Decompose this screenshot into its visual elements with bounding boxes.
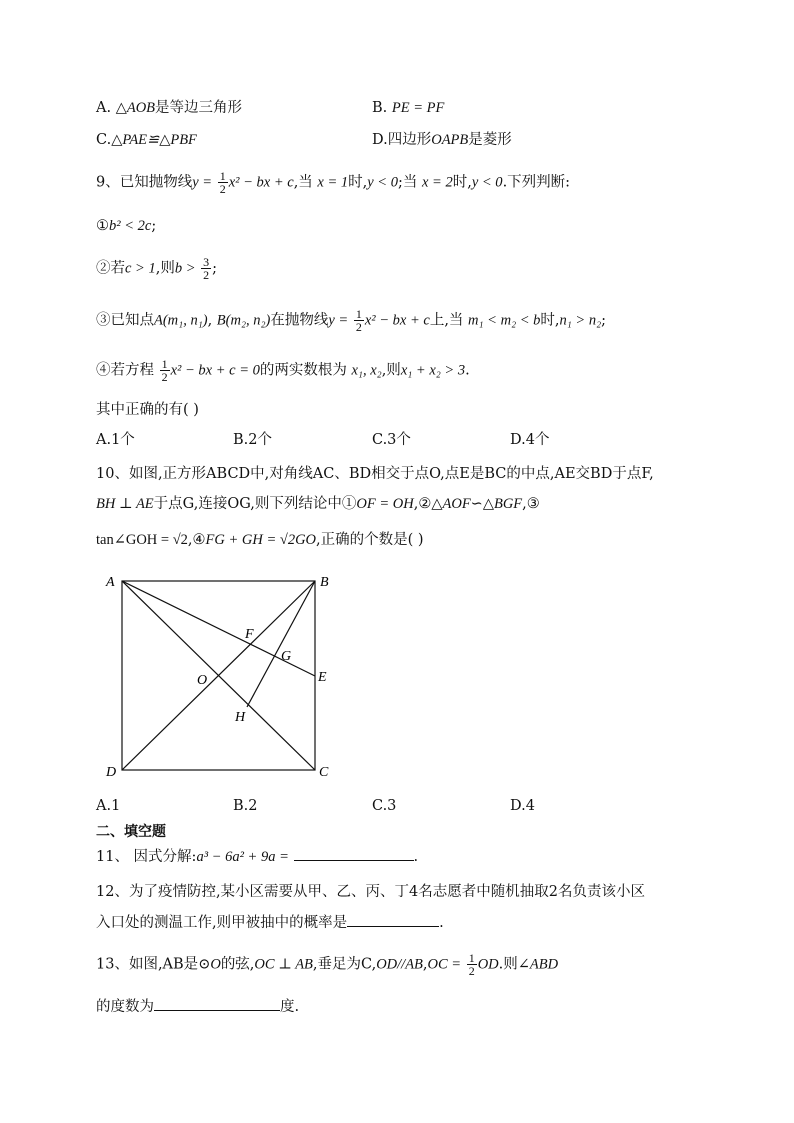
label-a: A	[106, 575, 115, 590]
q8-option-d: D.四边形OAPB是菱形	[372, 132, 512, 148]
label-f: F	[245, 627, 254, 642]
q9-option-b: B.2个	[233, 432, 272, 448]
label-c: C	[319, 765, 329, 780]
q10-option-b: B.2	[233, 798, 258, 814]
q13-line-1: 13、如图,AB是⊙O的弦,OC ⊥ AB,垂足为C,OD//AB,OC = $\frac{1}{2}$ OD.则∠ABD	[96, 951, 559, 978]
q9-statement-3: ③已知点A(m₁, n₁), B(m₂, n₂)在抛物线y = $\frac{1}{2}$ x² − bx + c上,当 m₁ < m₂ < b时,n₁ > n₂;	[96, 307, 607, 334]
q8-option-a: A. △AOB是等边三角形	[96, 100, 243, 116]
section-title-fill-in: 二、填空题	[96, 824, 166, 840]
label-e: E	[318, 670, 327, 685]
q9-statement-4: ④若方程 $\frac{1}{2}$ x² − bx + c = 0的两实数根为 x₁, x₂,则x₁ + x₂ > 3.	[96, 357, 470, 384]
q10-square-figure	[96, 568, 346, 782]
q11: 11、 因式分解:a³ − 6a² + 9a = .	[96, 846, 418, 867]
q10-option-d: D.4	[510, 798, 535, 814]
q13-answer-blank[interactable]	[154, 996, 280, 1011]
q9-option-c: C.3个	[372, 432, 411, 448]
q9-option-a: A.1个	[96, 432, 135, 448]
q10-line-2: BH ⊥ AE于点G,连接OG,则下列结论中①OF = OH,②△AOF∽△BGF,③	[96, 496, 540, 512]
label-h: H	[235, 710, 246, 725]
label-d: D	[106, 765, 117, 780]
label-b: B	[320, 575, 329, 590]
q11-answer-blank[interactable]	[294, 846, 414, 861]
q10-option-a: A.1	[96, 798, 121, 814]
q12-answer-blank[interactable]	[347, 912, 439, 927]
label-g: G	[281, 649, 292, 664]
q9-question: 其中正确的有( )	[96, 402, 199, 418]
q10-line-1: 10、如图,正方形ABCD中,对角线AC、BD相交于点O,点E是BC的中点,AE交BD于点F,	[96, 466, 654, 482]
q9-statement-2: ②若c > 1,则b > $\frac{3}{2}$ ;	[96, 255, 218, 282]
q9-stem: 9、已知抛物线y = $\frac{1}{2}$ x² − bx + c,当 x = 1时,y < 0;当 x = 2时,y < 0.下列判断:	[96, 169, 571, 196]
q12-line-1: 12、为了疫情防控,某小区需要从甲、乙、丙、丁4名志愿者中随机抽取2名负责该小区	[96, 884, 646, 900]
q9-statement-1: ①b² < 2c;	[96, 218, 157, 234]
q10-line-3: tan∠GOH = √2,④FG + GH = √2GO,正确的个数是( )	[96, 532, 424, 548]
segment-bh	[247, 581, 315, 707]
q13-line-2: 的度数为 度.	[96, 996, 299, 1017]
label-o: O	[197, 673, 208, 688]
q12-line-2: 入口处的测温工作,则甲被抽中的概率是 .	[96, 912, 444, 933]
q9-option-d: D.4个	[510, 432, 550, 448]
q8-option-c: C.△PAE≌△PBF	[96, 132, 197, 148]
q10-option-c: C.3	[372, 798, 397, 814]
q8-option-b: B. PE = PF	[372, 100, 445, 116]
q9-parabola-fraction: $\frac{1}{2}$	[219, 169, 226, 196]
